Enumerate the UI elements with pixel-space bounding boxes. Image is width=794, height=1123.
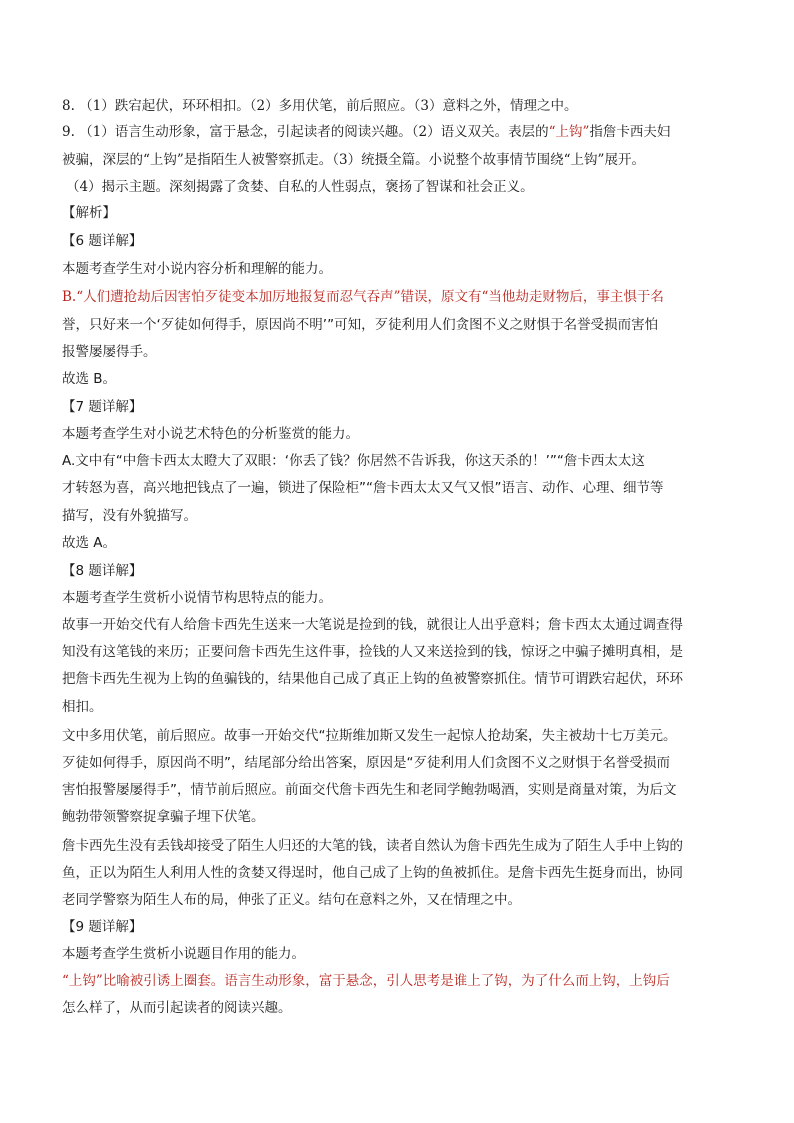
q8-para3-line1: 詹卡西先生没有丢钱却接受了陌生人归还的大笔的钱，读者自然认为詹卡西先生成为了陌生人手中上钩的 (62, 838, 683, 854)
q6-analysis-line2: 誉，只好来一个‘歹徒如何得手，原因尚不明’”可知，歹徒利用人们贪图不义之财惧于名誉受损而害怕 (62, 317, 659, 333)
answer-9-line1: 9. （1）语言生动形象，富于悬念，引起读者的阅读兴趣。（2）语义双关。表层的“上钩”指詹卡西夫妇 (62, 124, 671, 140)
q9-analysis-line2: 怎么样了，从而引起读者的阅读兴趣。 (62, 1000, 292, 1016)
q7-intro: 本题考查学生对小说艺术特色的分析鉴赏的能力。 (62, 426, 359, 442)
highlight-shanggou: “上钩” (548, 124, 590, 140)
q8-para1-line2: 知没有这笔钱的来历；正要问詹卡西先生这件事，捡钱的人又来送捡到的钱，惊讶之中骗子摊明真相，是 (62, 644, 683, 660)
q6-analysis-line1: B.“人们遭抢劫后因害怕歹徒变本加厉地报复而忍气吞声”错误，原文有“当他劫走财物后，事主惧于名 (62, 289, 664, 305)
q8-para2-line4: 鲍勃带领警察捉拿骗子埋下伏笔。 (62, 809, 265, 825)
heading-q8: 【8 题详解】 (62, 563, 143, 579)
q8-para1-line4: 相扣。 (62, 699, 103, 715)
q8-intro: 本题考查学生赏析小说情节构思特点的能力。 (62, 590, 332, 606)
q6-answer: 故选 B。 (62, 371, 117, 387)
q9-intro: 本题考查学生赏析小说题目作用的能力。 (62, 946, 305, 962)
heading-q7: 【7 题详解】 (62, 399, 143, 415)
q8-para3-line2: 鱼，正以为陌生人利用人性的贪婪又得逞时，他自己成了上钩的鱼被抓住。是詹卡西先生挺身而出，协同 (62, 865, 683, 881)
q7-answer: 故选 A。 (62, 535, 117, 551)
section-jiexi: 【解析】 (62, 205, 116, 221)
q7-analysis-line1: A.文中有“中詹卡西太太瞪大了双眼：‘你丢了钱？你居然不告诉我，你这天杀的！’”“詹卡西太太这 (62, 453, 645, 469)
q7-analysis-line3: 描写，没有外貌描写。 (62, 508, 197, 524)
heading-q9: 【9 题详解】 (62, 919, 143, 935)
answer-9-line2: 被骗，深层的“上钩”是指陌生人被警察抓走。（3）统摄全篇。小说整个故事情节围绕“上钩”展开。 (62, 152, 645, 168)
q6-analysis-line3: 报警屡屡得手。 (62, 344, 157, 360)
answer-8: 8. （1）跌宕起伏，环环相扣。（2）多用伏笔，前后照应。（3）意料之外，情理之中。 (62, 98, 578, 114)
q7-analysis-line2: 才转怒为喜，高兴地把钱点了一遍，锁进了保险柜”“詹卡西太太又气又恨”语言、动作、心理、细节等 (62, 480, 664, 496)
q8-para2-line2: 歹徒如何得手，原因尚不明”，结尾部分给出答案，原因是“歹徒利用人们贪图不义之财惧于名誉受损而 (62, 755, 670, 771)
q8-para3-line3: 老同学警察为陌生人布的局，伸张了正义。结句在意料之外，又在情理之中。 (62, 892, 521, 908)
answer-9-line3: （4）揭示主题。深刻揭露了贪婪、自私的人性弱点，褒扬了智谋和社会正义。 (66, 179, 534, 195)
q8-para1-line1: 故事一开始交代有人给詹卡西先生送来一大笔说是捡到的钱，就很让人出乎意料；詹卡西太太通过调查得 (62, 617, 683, 633)
q6-intro: 本题考查学生对小说内容分析和理解的能力。 (62, 261, 332, 277)
q8-para2-line3: 害怕报警屡屡得手”，情节前后照应。前面交代詹卡西先生和老同学鲍勃喝酒，实则是商量对策，为后文 (62, 782, 677, 798)
heading-q6: 【6 题详解】 (62, 233, 143, 249)
q8-para1-line3: 把詹卡西先生视为上钩的鱼骗钱的，结果他自己成了真正上钩的鱼被警察抓住。情节可谓跌宕起伏，环环 (62, 671, 683, 687)
q9-analysis-line1: “上钩”比喻被引诱上圈套。语言生动形象，富于悬念，引人思考是谁上了钩，为了什么而上钩，上钩后 (62, 973, 670, 989)
q8-para2-line1: 文中多用伏笔，前后照应。故事一开始交代“拉斯维加斯又发生一起惊人抢劫案，失主被劫十七万美元。 (62, 728, 677, 744)
